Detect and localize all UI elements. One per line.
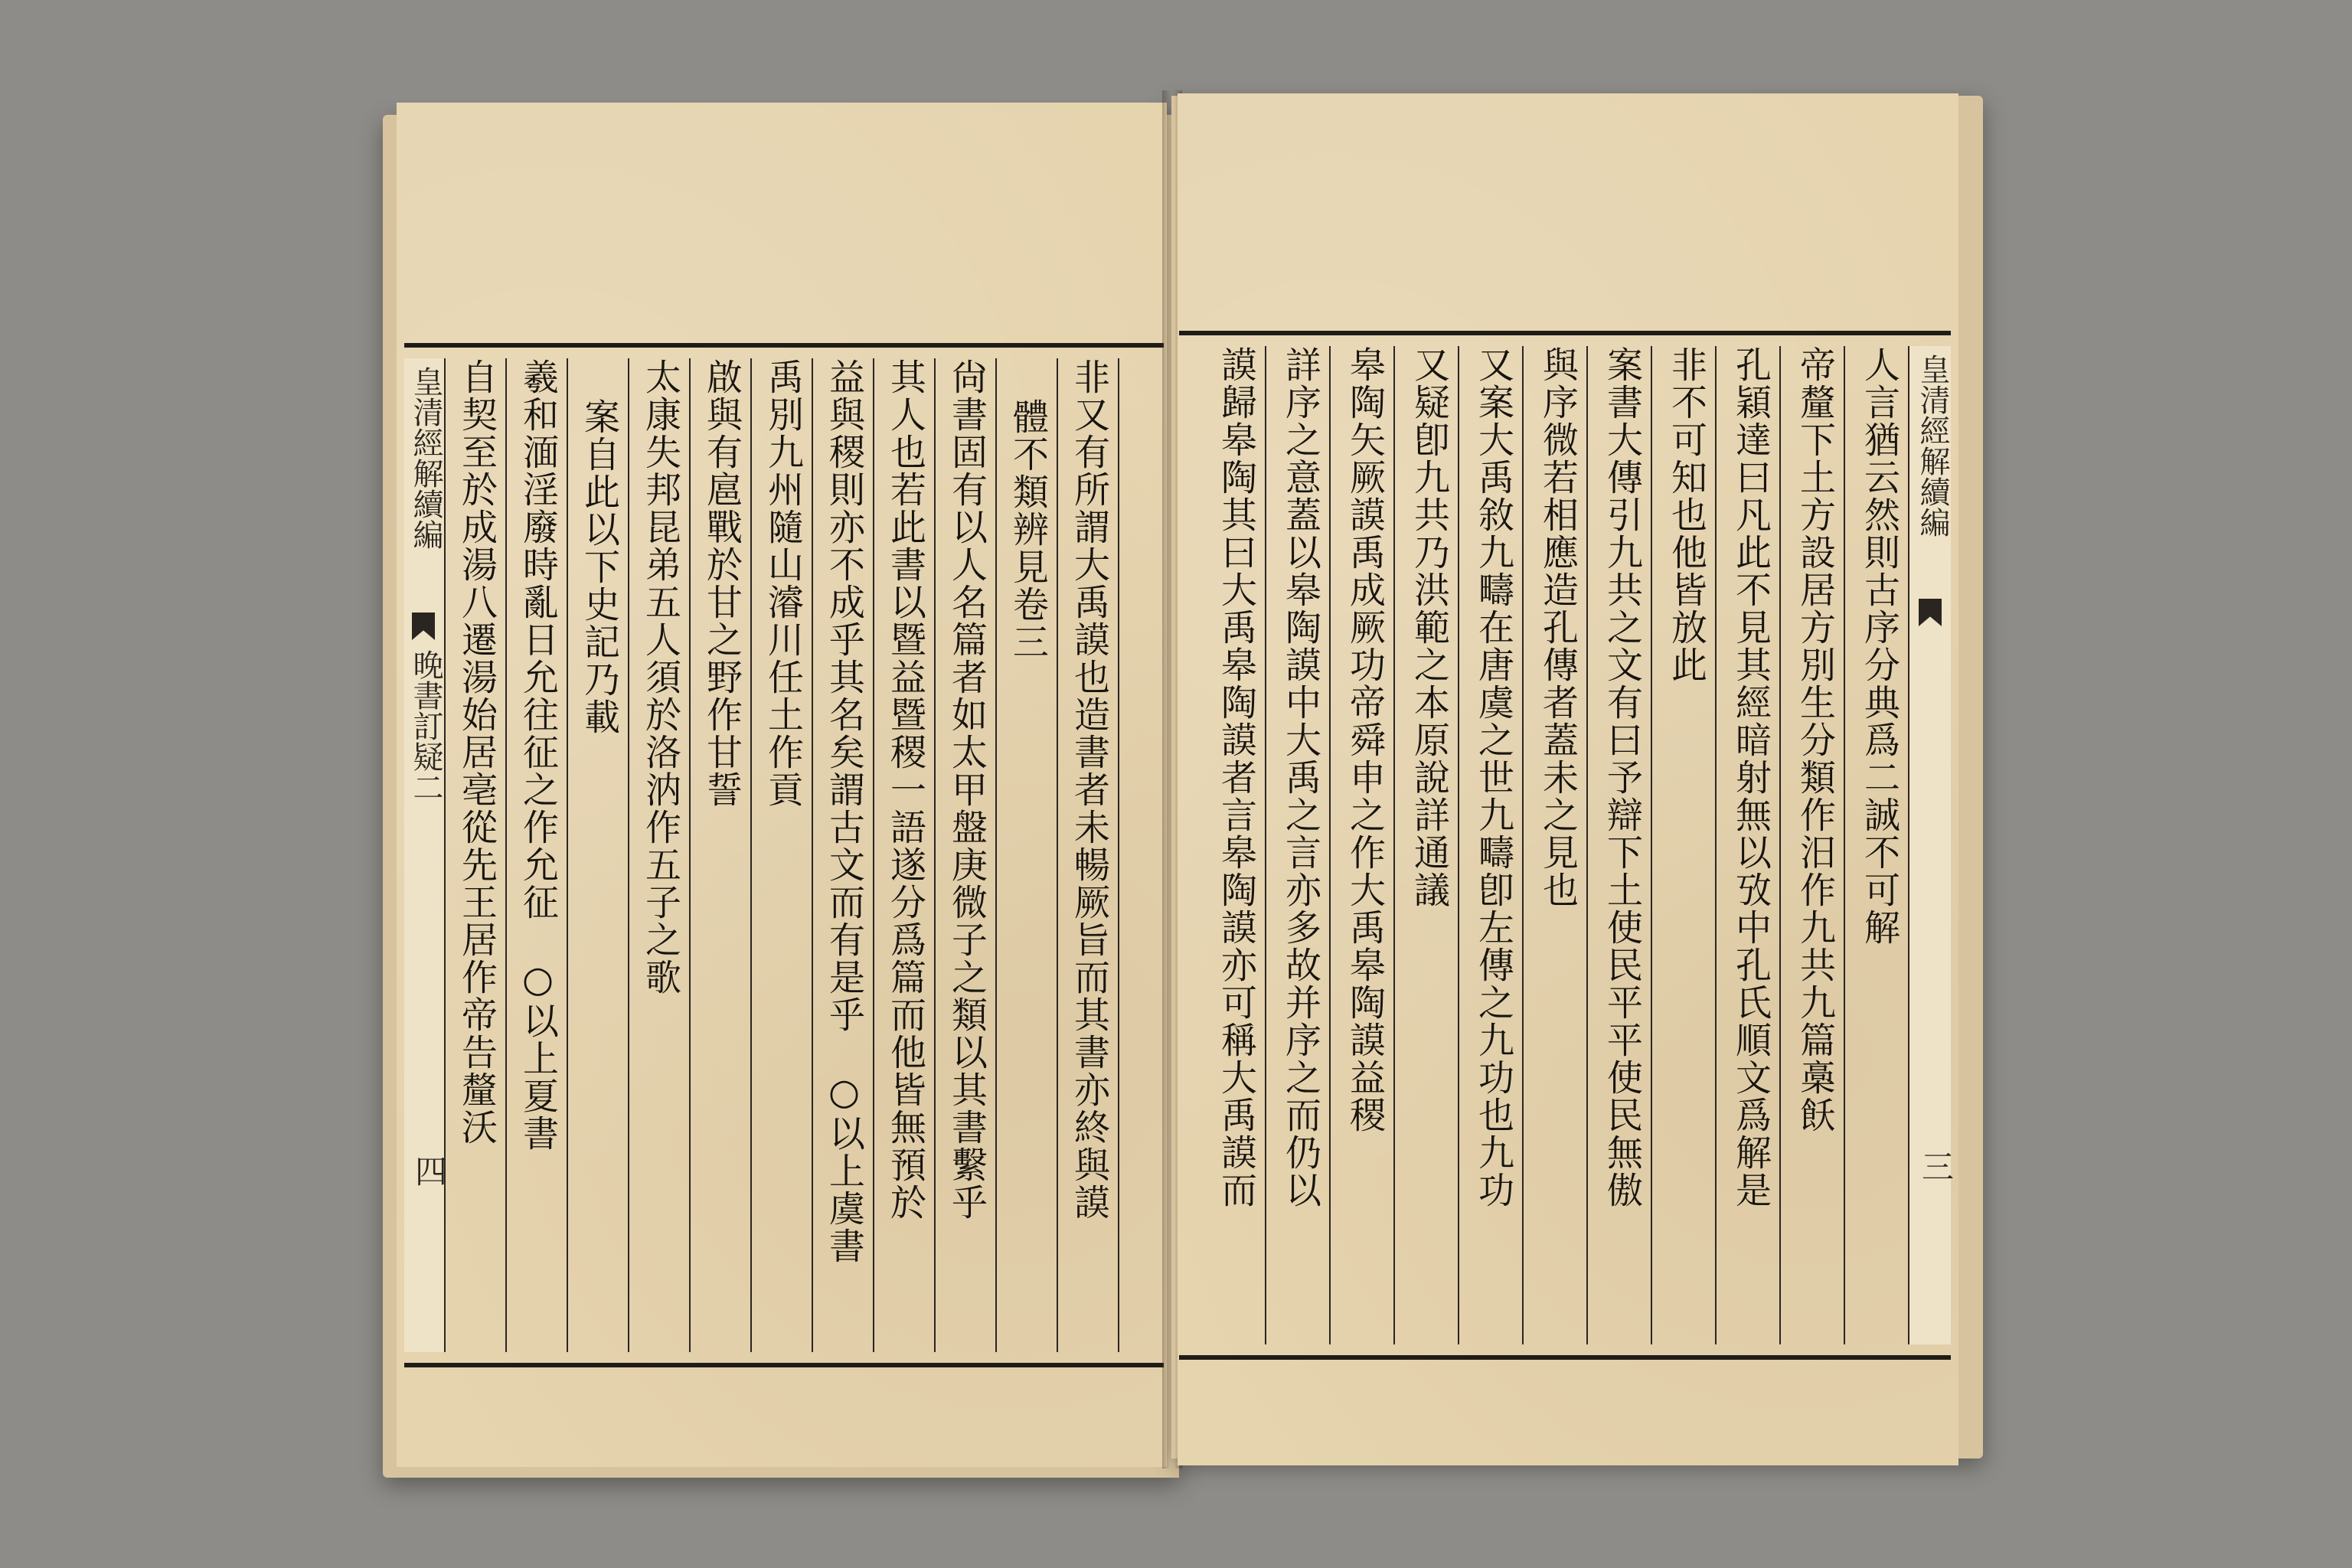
left-col-11-text: 自契至於成湯八遷湯始居亳從先王居作帝告釐沃 bbox=[456, 358, 498, 1146]
left-col-8 bbox=[628, 358, 691, 1352]
right-text-block bbox=[1179, 331, 1955, 1360]
right-col-2 bbox=[1779, 346, 1845, 1344]
right-col-3 bbox=[1715, 346, 1781, 1344]
right-margin-title: 皇清經解續編 bbox=[1915, 354, 1950, 537]
right-leaf-number: 三 bbox=[1917, 1150, 1955, 1182]
left-col-11 bbox=[444, 358, 507, 1352]
left-text-block bbox=[404, 343, 1164, 1367]
right-col-4 bbox=[1651, 346, 1717, 1344]
right-margin-column bbox=[1908, 346, 1955, 1344]
right-col-4-text: 非不可知也他皆放此 bbox=[1665, 346, 1707, 684]
right-col-10 bbox=[1265, 346, 1331, 1344]
right-col-1-text: 人言猶云然則古序分典爲二誠不可解 bbox=[1858, 346, 1900, 946]
left-margin-column bbox=[404, 358, 446, 1352]
left-col-1-text: 非又有所謂大禹謨也造書者未暢厥旨而其書亦終與謨 bbox=[1068, 358, 1110, 1221]
left-col-4 bbox=[873, 358, 936, 1352]
right-col-6 bbox=[1522, 346, 1588, 1344]
left-col-7 bbox=[689, 358, 752, 1352]
right-col-6-text: 與序微若相應造孔傳者蓋未之見也 bbox=[1537, 346, 1579, 909]
right-col-8-text: 又疑卽九共乃洪範之本原說詳通議 bbox=[1408, 346, 1450, 909]
right-fish-tail-icon bbox=[1919, 599, 1942, 629]
left-col-6 bbox=[750, 358, 813, 1352]
left-col-6-text: 禹別九州隨山濬川任土作貢 bbox=[762, 358, 804, 808]
right-col-7-text: 又案大禹敘九疇在唐虞之世九疇卽左傳之九功也九功 bbox=[1472, 346, 1514, 1209]
right-col-9 bbox=[1329, 346, 1395, 1344]
left-col-5 bbox=[812, 358, 874, 1352]
left-margin-section: 晚書訂疑二 bbox=[408, 649, 443, 802]
right-col-9-text: 皋陶矢厥謨禹成厥功帝舜申之作大禹皋陶謨益稷 bbox=[1344, 346, 1386, 1134]
right-col-3-text: 孔穎達曰凡此不見其經暗射無以攷中孔氏順文爲解是 bbox=[1730, 346, 1772, 1209]
right-col-5 bbox=[1586, 346, 1652, 1344]
left-col-10-text: 羲和湎淫廢時亂日允往征之作允征 ○以上夏書 bbox=[517, 358, 559, 1152]
left-col-3-text: 尙書固有以人名篇者如太甲盤庚微子之類以其書繫乎 bbox=[946, 358, 988, 1221]
left-col-1 bbox=[1057, 358, 1119, 1352]
left-col-10 bbox=[505, 358, 568, 1352]
right-col-10-text: 詳序之意蓋以皋陶謨中大禹之言亦多故并序之而仍以 bbox=[1279, 346, 1321, 1209]
right-col-11 bbox=[1200, 346, 1266, 1344]
right-col-7 bbox=[1458, 346, 1524, 1344]
right-col-1 bbox=[1844, 346, 1909, 1344]
left-col-2-text: 體不類辨見卷三 bbox=[1007, 398, 1049, 661]
left-col-7-text: 啟與有扈戰於甘之野作甘誓 bbox=[701, 358, 743, 808]
right-col-11-text: 謨歸皋陶其曰大禹皋陶謨者言皋陶謨亦可稱大禹謨而 bbox=[1215, 346, 1257, 1209]
left-col-2 bbox=[995, 358, 1058, 1352]
left-leaf-number: 四 bbox=[410, 1155, 448, 1187]
left-col-9 bbox=[567, 358, 629, 1352]
left-col-4-text: 其人也若此書以暨益暨稷一語遂分爲篇而他皆無預於 bbox=[884, 358, 926, 1221]
left-col-9-text: 案自此以下史記乃載 bbox=[578, 398, 620, 736]
left-margin-title: 皇清經解續編 bbox=[408, 366, 443, 550]
left-fish-tail-icon bbox=[412, 612, 435, 643]
left-col-8-text: 太康失邦昆弟五人須於洛汭作五子之歌 bbox=[639, 358, 681, 996]
right-col-2-text: 帝釐下土方設居方別生分類作汨作九共九篇槀飫 bbox=[1794, 346, 1836, 1134]
right-col-8 bbox=[1393, 346, 1459, 1344]
right-col-5-text: 案書大傳引九共之文有曰予辯下土使民平平使民無傲 bbox=[1601, 346, 1643, 1209]
left-col-3 bbox=[934, 358, 997, 1352]
left-col-5-text: 益與稷則亦不成乎其名矣謂古文而有是乎 ○以上虞書 bbox=[823, 358, 865, 1265]
